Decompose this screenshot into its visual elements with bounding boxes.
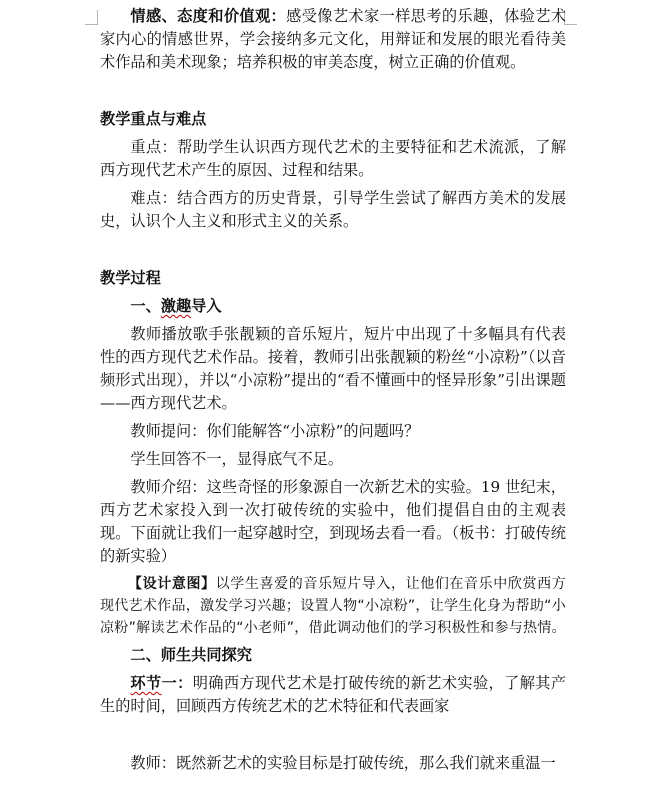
step1-intro-paragraph: 教师播放歌手张靓颖的音乐短片，短片中出现了十多幅具有代表性的西方现代艺术作品。接着，教师引出张靓颖的粉丝“小凉粉”（以音频形式出现），并以“小凉粉”提出的“看不懂画中的怪异形象”引出课题——西方现代艺术。 bbox=[100, 325, 566, 412]
crop-mark-top-left bbox=[85, 10, 98, 25]
values-text: 感受像艺术家一样思考的乐趣，体验艺术家内心的情感世界，学会接纳多元文化，用辩证和发展的眼光看待美术作品和美术现象；培养积极的审美态度，树立正确的价值观。 bbox=[100, 7, 567, 71]
link1-text: 明确西方现代艺术是打破传统的新艺术实验，了解其产生的时间，回顾西方传统艺术的艺术特征和代表画家 bbox=[100, 674, 567, 715]
key-points-heading: 教学重点与难点 bbox=[100, 110, 207, 128]
student-answer-paragraph: 学生回答不一，显得底气不足。 bbox=[130, 450, 344, 468]
values-label: 情感、态度和价值观： bbox=[130, 7, 287, 25]
teacher-review-paragraph: 教师：既然新艺术的实验目标是打破传统，那么我们就来重温一 bbox=[130, 754, 556, 772]
process-heading: 教学过程 bbox=[100, 269, 161, 287]
teacher-question-paragraph: 教师提问：你们能解答“小凉粉”的问题吗？ bbox=[130, 422, 420, 440]
step1-heading: 一、激趣导入 bbox=[130, 297, 222, 315]
focus-paragraph: 重点：帮助学生认识西方现代艺术的主要特征和艺术流派，了解西方现代艺术产生的原因、过程和结果。 bbox=[100, 138, 566, 179]
values-paragraph bbox=[100, 5, 566, 74]
teacher-intro-paragraph: 教师介绍：这些奇怪的形象源自一次新艺术的实验。19 世纪末，西方艺术家投入到一次打破传统的实验中，他们提倡自由的主观表现。下面就让我们一起穿越时空，到现场去看一看。（板书：打破传统的新实验） bbox=[100, 478, 566, 565]
spellcheck-mark: 激趣 bbox=[160, 297, 192, 315]
step2-heading: 二、师生共同探究 bbox=[130, 646, 252, 664]
difficulty-paragraph: 难点：结合西方的历史背景，引导学生尝试了解西方美术的发展史，认识个人主义和形式主义的关系。 bbox=[100, 189, 566, 230]
document-body bbox=[100, 5, 566, 775]
link1-label: 环节一： bbox=[130, 674, 193, 692]
design-intent-paragraph bbox=[100, 573, 566, 639]
design-intent-text: 以学生喜爱的音乐短片导入，让他们在音乐中欣赏西方现代艺术作品，激发学习兴趣；设置人物“小凉粉”，让学生化身为帮助“小凉粉”解读艺术作品的“小老师”，借此调动他们的学习积极性和参与热情。 bbox=[100, 576, 566, 636]
link1-paragraph bbox=[100, 672, 566, 718]
design-intent-label: 【设计意图】 bbox=[128, 576, 216, 592]
